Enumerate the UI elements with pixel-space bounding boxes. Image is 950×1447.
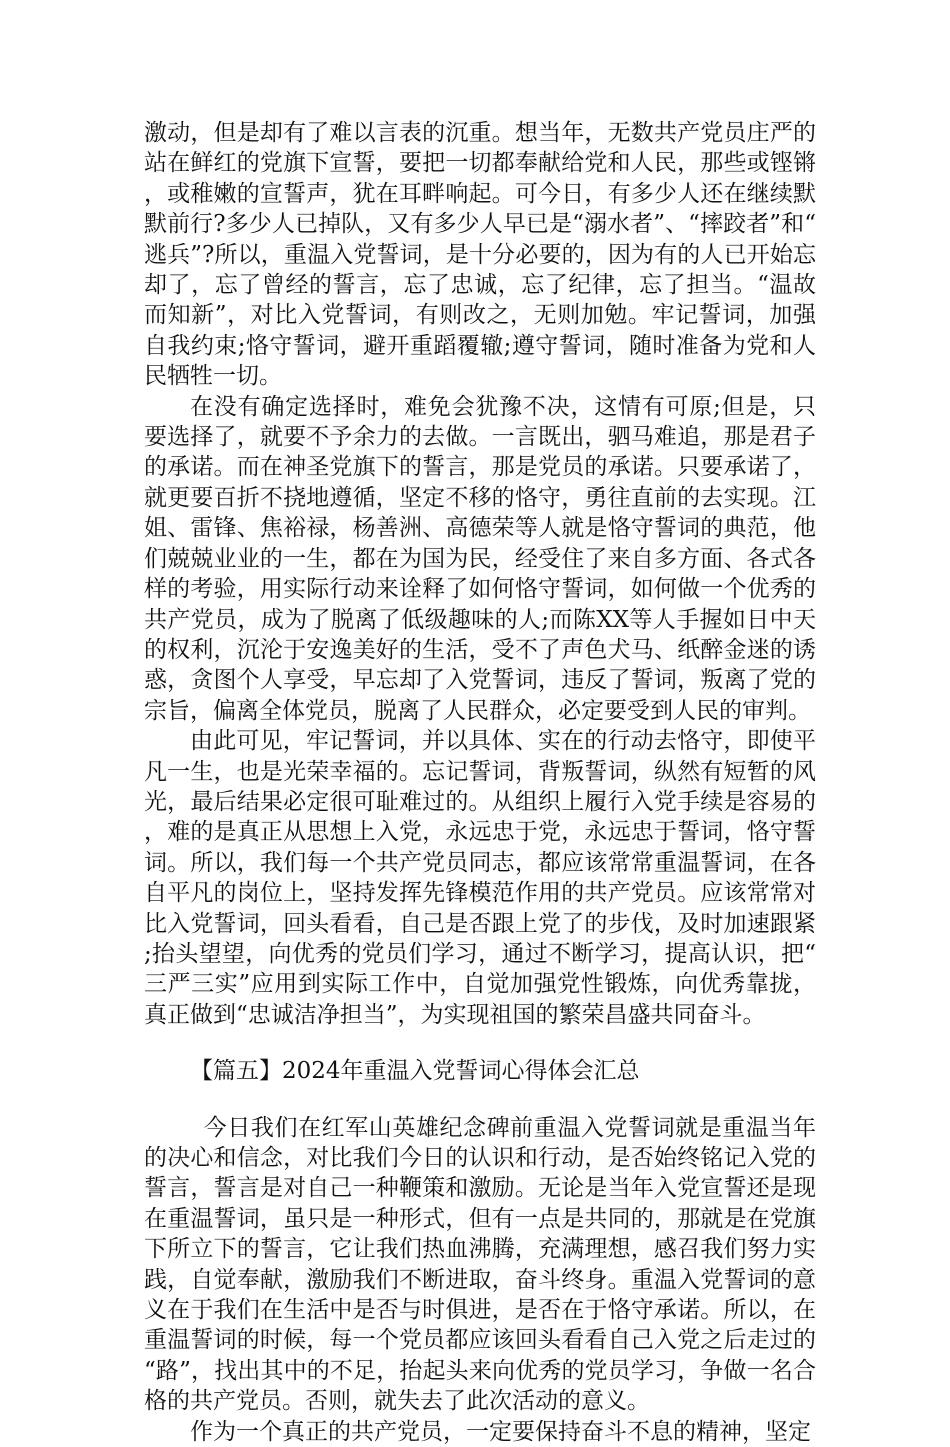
- paragraph-3: 由此可见，牢记誓词，并以具体、实在的行动去恪守，即使平凡一生，也是光荣幸福的。忘记誓词，背叛誓词，纵然有短暂的风光，最后结果必定很可耻难过的。从组织上履行入党手续是容易的，难的是真正从思想上入党，永远忠于党，永远忠于誓词，恪守誓词。所以，我们每一个共产党员同志，都应该常常重温誓词，在各自平凡的岗位上，坚持发挥先锋模范作用的共产党员。应该常常对比入党誓词，回头看看，自己是否跟上党了的步伐，及时加速跟紧;抬头望望，向优秀的党员们学习，通过不断学习，提高认识，把“三严三实”应用到实际工作中，自觉加强党性锻炼，向优秀靠拢，真正做到“忠诚洁净担当”，为实现祖国的繁荣昌盛共同奋斗。: [144, 728, 816, 1028]
- paragraph-4: 今日我们在红军山英雄纪念碑前重温入党誓词就是重温当年的决心和信念，对比我们今日的认识和行动，是否始终铭记入党的誓言，誓言是对自己一种鞭策和激励。无论是当年入党宣誓还是现在重温誓词，虽只是一种形式，但有一点是共同的，那就是在党旗下所立下的誓言，它让我们热血沸腾，充满理想，感召我们努力实践，自觉奉献，激励我们不断进取，奋斗终身。重温入党誓词的意义在于我们在生活中是否与时俱进，是否在于恪守承诺。所以，在重温誓词的时候，每一个党员都应该回头看看自己入党之后走过的“路”，找出其中的不足，抬起头来向优秀的党员学习，争做一名合格的共产党员。否则，就失去了此次活动的意义。: [144, 1114, 816, 1415]
- paragraph-2: 在没有确定选择时，难免会犹豫不决，这情有可原;但是，只要选择了，就要不予余力的去做。一言既出，驷马难追，那是君子的承诺。而在神圣党旗下的誓言，那是党员的承诺。只要承诺了，就更要百折不挠地遵循，坚定不移的恪守，勇往直前的去实现。江姐、雷锋、焦裕禄，杨善洲、高德荣等人就是恪守誓词的典范，他们兢兢业业的一生，都在为国为民，经受住了来自多方面、各式各样的考验，用实际行动来诠释了如何恪守誓词，如何做一个优秀的共产党员，成为了脱离了低级趣味的人;而陈XX等人手握如日中天的权利，沉沦于安逸美好的生活，受不了声色犬马、纸醉金迷的诱惑，贪图个人享受，早忘却了入党誓词，违反了誓词，叛离了党的宗旨，偏离全体党员，脱离了人民群众，必定要受到人民的审判。: [144, 393, 816, 724]
- paragraph-5: 作为一个真正的共产党员，一定要保持奋斗不息的精神，坚定: [190, 1418, 811, 1445]
- paragraph-1: 激动，但是却有了难以言表的沉重。想当年，无数共产党员庄严的站在鲜红的党旗下宣誓，要把一切都奉献给党和人民，那些或铿锵，或稚嫩的宣誓声，犹在耳畔响起。可今日，有多少人还在继续默默前行?多少人已掉队，又有多少人早已是“溺水者”、“摔跤者”和“逃兵”?所以，重温入党誓词，是十分必要的，因为有的人已开始忘却了，忘了曾经的誓言，忘了忠诚，忘了纪律，忘了担当。“温故而知新”，对比入党誓词，有则改之，无则加勉。牢记誓词，加强自我约束;恪守誓词，避开重蹈覆辙;遵守誓词，随时准备为党和人民牺牲一切。: [144, 120, 816, 390]
- section-heading: 【篇五】2024年重温入党誓词心得体会汇总: [190, 1058, 640, 1085]
- document-body: [144, 118, 816, 1447]
